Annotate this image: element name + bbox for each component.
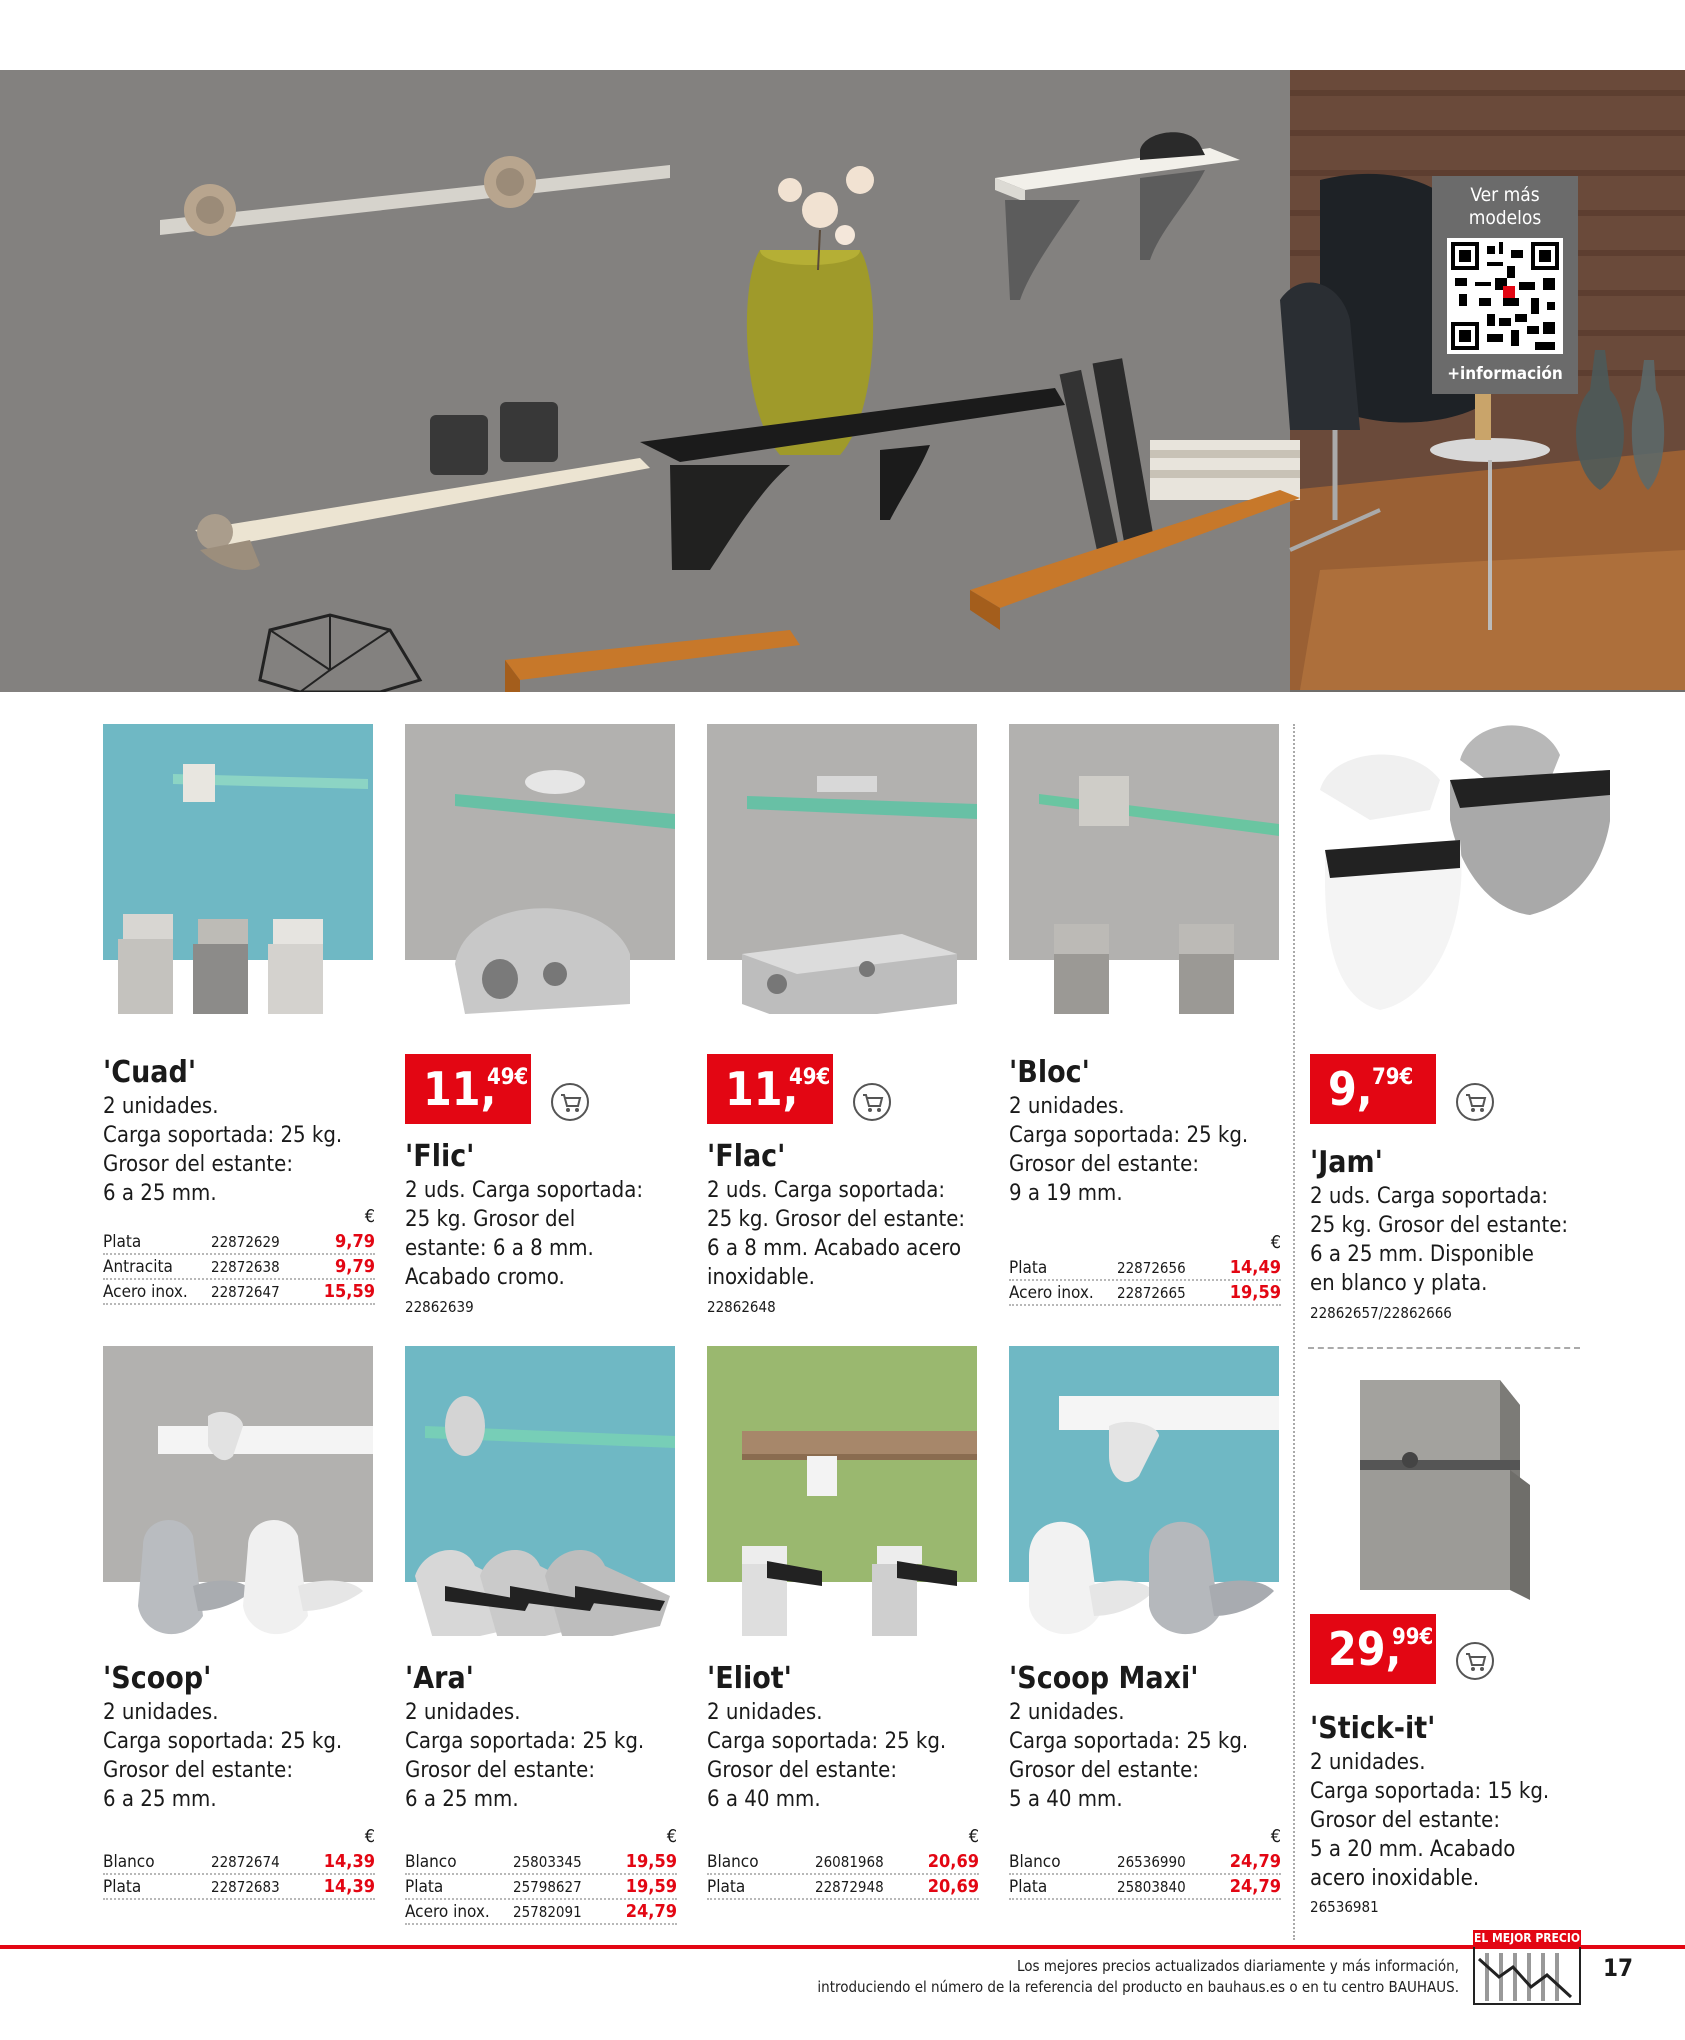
product-desc-stickit: 2 unidades. Carga soportada: 15 kg. Grosor del estante: 5 a 20 mm. Acabado acero inoxidable. (1310, 1750, 1550, 1891)
product-desc-flic: 2 uds. Carga soportada: 25 kg. Grosor del estante: 6 a 8 mm. Acabado cromo. (405, 1178, 644, 1290)
price-table-scoop (103, 1826, 375, 1900)
product-name-flac: 'Flac' (707, 1139, 786, 1174)
price-badge-flic: 11, 49€ (405, 1054, 531, 1124)
product-desc-ara: 2 unidades. Carga soportada: 25 kg. Grosor del estante: 6 a 25 mm. (405, 1700, 645, 1812)
table-row: Blanco 26081968 20,69 (707, 1850, 979, 1875)
price-table-bloc (1009, 1232, 1281, 1306)
best-price-badge (1473, 1930, 1581, 2010)
footer-rule (0, 1945, 1685, 1949)
table-row: Plata 22872629 9,79 (103, 1230, 375, 1255)
product-name-flic: 'Flic' (405, 1139, 475, 1174)
product-photo-cuad (103, 724, 373, 1014)
product-name-jam: 'Jam' (1310, 1145, 1383, 1180)
product-name-bloc: 'Bloc' (1009, 1055, 1090, 1090)
price-badge-jam: 9, 79€ (1310, 1054, 1436, 1124)
table-row: Acero inox. 25782091 24,79 (405, 1900, 677, 1925)
product-desc-scoopmaxi: 2 unidades. Carga soportada: 25 kg. Grosor del estante: 5 a 40 mm. (1009, 1700, 1249, 1812)
cart-icon[interactable] (853, 1083, 891, 1121)
table-row: Blanco 25803345 19,59 (405, 1850, 677, 1875)
price-table-cuad (103, 1206, 375, 1305)
product-name-eliot: 'Eliot' (707, 1661, 792, 1696)
product-name-scoopmaxi: 'Scoop Maxi' (1009, 1661, 1199, 1696)
product-photo-scoop (103, 1346, 373, 1636)
product-name-ara: 'Ara' (405, 1661, 474, 1696)
price-badge-stickit: 29, 99€ (1310, 1614, 1436, 1684)
price-badge-flac: 11, 49€ (707, 1054, 833, 1124)
table-row: Plata 22872683 14,39 (103, 1875, 375, 1900)
product-photo-flic (405, 724, 675, 1014)
price-table-ara (405, 1826, 677, 1925)
page-number: 17 (1603, 1954, 1634, 1982)
product-photo-stickit (1310, 1360, 1610, 1610)
product-photo-bloc (1009, 724, 1279, 1014)
best-price-label: EL MEJOR PRECIO (1473, 1931, 1581, 1945)
product-ref-flic: 22862639 (405, 1298, 474, 1316)
row-divider (1308, 1347, 1580, 1349)
product-photo-eliot (707, 1346, 977, 1636)
table-row: Plata 25803840 24,79 (1009, 1875, 1281, 1900)
table-row: Plata 22872656 14,49 (1009, 1256, 1281, 1281)
product-photo-scoopmaxi (1009, 1346, 1279, 1636)
product-photo-ara (405, 1346, 675, 1636)
table-row: Plata 25798627 19,59 (405, 1875, 677, 1900)
qr-code-panel[interactable] (1432, 176, 1578, 394)
product-desc-jam: 2 uds. Carga soportada: 25 kg. Grosor del estante: 6 a 25 mm. Disponible en blanco y plata. (1310, 1184, 1569, 1296)
currency-label: € (666, 1826, 677, 1847)
table-row: Antracita 22872638 9,79 (103, 1255, 375, 1280)
product-desc-cuad: 2 unidades. Carga soportada: 25 kg. Grosor del estante: 6 a 25 mm. (103, 1094, 343, 1206)
product-ref-jam: 22862657/22862666 (1310, 1304, 1452, 1322)
qr-info-link[interactable]: +información (1447, 364, 1563, 384)
product-desc-bloc: 2 unidades. Carga soportada: 25 kg. Grosor del estante: 9 a 19 mm. (1009, 1094, 1249, 1206)
qr-title: Ver más modelos (1468, 184, 1542, 229)
qr-code-icon[interactable] (1447, 238, 1563, 354)
currency-label: € (968, 1826, 979, 1847)
cart-icon[interactable] (551, 1083, 589, 1121)
footer-line-2: introduciendo el número de la referencia del producto en bauhaus.es o en tu centro BAUHAUS. (817, 1978, 1459, 1996)
product-desc-flac: 2 uds. Carga soportada: 25 kg. Grosor del estante: 6 a 8 mm. Acabado acero inoxidable. (707, 1178, 966, 1290)
product-photo-jam (1310, 700, 1610, 1030)
price-table-scoopmaxi (1009, 1826, 1281, 1900)
product-ref-stickit: 26536981 (1310, 1898, 1379, 1916)
currency-label: € (364, 1826, 375, 1847)
product-desc-scoop: 2 unidades. Carga soportada: 25 kg. Grosor del estante: 6 a 25 mm. (103, 1700, 343, 1812)
table-row: Blanco 22872674 14,39 (103, 1850, 375, 1875)
table-row: Acero inox. 22872665 19,59 (1009, 1281, 1281, 1306)
price-table-eliot (707, 1826, 979, 1900)
product-photo-flac (707, 724, 977, 1014)
currency-label: € (1270, 1232, 1281, 1253)
footer-note (817, 1956, 1459, 1998)
table-row: Acero inox. 22872647 15,59 (103, 1280, 375, 1305)
footer-line-1: Los mejores precios actualizados diariamente y más información, (1016, 1957, 1459, 1975)
table-row: Blanco 26536990 24,79 (1009, 1850, 1281, 1875)
product-ref-flac: 22862648 (707, 1298, 776, 1316)
cart-icon[interactable] (1456, 1083, 1494, 1121)
currency-label: € (364, 1206, 375, 1227)
table-row: Plata 22872948 20,69 (707, 1875, 979, 1900)
product-name-cuad: 'Cuad' (103, 1055, 197, 1090)
product-name-stickit: 'Stick-it' (1310, 1711, 1436, 1746)
currency-label: € (1270, 1826, 1281, 1847)
column-divider (1293, 724, 1295, 1940)
product-name-scoop: 'Scoop' (103, 1661, 212, 1696)
hero-photo (0, 70, 1685, 692)
product-desc-eliot: 2 unidades. Carga soportada: 25 kg. Grosor del estante: 6 a 40 mm. (707, 1700, 947, 1812)
cart-icon[interactable] (1456, 1642, 1494, 1680)
best-price-chart-icon (1473, 1947, 1581, 2005)
